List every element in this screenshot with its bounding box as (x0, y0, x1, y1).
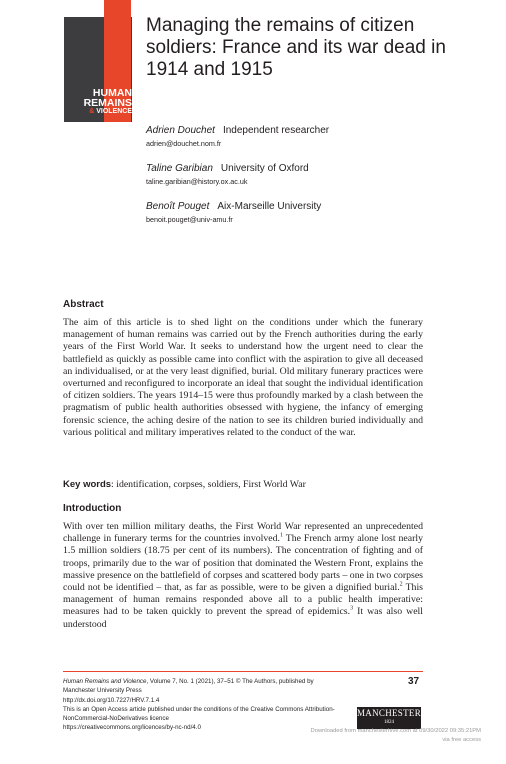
author-email[interactable]: adrien@douchet.nom.fr (146, 139, 222, 148)
footer-citation (63, 677, 343, 696)
download-line-1: Downloaded from manchesterhive.com at 09/30/2022 09:35:21PM (310, 728, 481, 734)
author-entry (146, 124, 466, 149)
logo-line-2: REMAINS (83, 97, 132, 109)
abstract-heading: Abstract (63, 299, 104, 310)
author-name: Taline Garibian (146, 163, 213, 174)
footer-license: This is an Open Access article published under the conditions of the Creative Commons Attribution-NonCommercial-NoDerivatives licence (63, 705, 335, 723)
author-affiliation: Independent researcher (222, 125, 330, 136)
author-email[interactable]: taline.garibian@history.ox.ac.uk (146, 177, 248, 186)
footer-rule (63, 671, 423, 672)
author-affiliation: University of Oxford (220, 163, 309, 174)
keywords-label: Key words (63, 479, 112, 490)
intro-part-3: This management of human remains responded above all to a public health imperative: measures had to be taken quickly to prevent the spread of epidemics. (63, 582, 423, 618)
logo-ampersand: & (89, 108, 95, 115)
author-list (146, 124, 466, 238)
publisher-logo-name: MANCHESTER (357, 708, 422, 718)
author-affiliation: Aix-Marseille University (217, 201, 322, 212)
page-footer (63, 677, 343, 733)
citation-text: , Volume 7, No. 1 (2021), 37–51 © The Authors, published by Manchester University Press (63, 678, 314, 695)
footnote-ref-3[interactable]: 3 (350, 606, 354, 613)
journal-logo-text (68, 88, 132, 116)
author-name: Adrien Douchet (146, 125, 215, 136)
logo-violence: VIOLENCE (94, 108, 132, 115)
intro-part-4: It was also well understood (63, 606, 423, 630)
author-email[interactable]: benoit.pouget@univ-amu.fr (146, 215, 233, 224)
page-number: 37 (408, 676, 420, 687)
logo-line-1: HUMAN (92, 87, 132, 99)
keywords-text: : identification, corpses, soldiers, First World War (111, 479, 306, 490)
logo-line-3 (68, 108, 132, 116)
author-entry (146, 162, 466, 187)
footer-license-url[interactable]: https://creativecommons.org/licences/by-nc-nd/4.0 (63, 724, 201, 732)
abstract-text: The aim of this article is to shed light on the conditions under which the funerary management of human remains was carried out by the French authorities during the early years of the First World War. It seeks to understand how the urgent need to clear the battlefield as quickly as possible came into conflict with the aspiration to give all deceased an individualised, or at the very least dignified, burial. Old military funerary practices were overturned and reconfigured to incorporate an ideal that sought the individual identification of citizen soldiers. The years 1914–15 were thus profoundly marked by a clash between the pragmatism of public health authorities obsessed with hygiene, the infancy of emerging forensic science, the aching desire of the nation to see its children buried individually and various political and military imperatives related to the conduct of the war. (63, 317, 423, 438)
intro-part-1: With over ten million military deaths, the First World War represented an unprecedented challenge in funerary terms for the countries involved. (63, 521, 423, 545)
footer-doi[interactable]: http://dx.doi.org/10.7227/HRV.7.1.4 (63, 696, 160, 704)
intro-part-2: The French army alone lost nearly 1.5 million soldiers (18.75 per cent of its numbers). The concentration of fighting and of troops, primarily due to the war of position that dominated the Western Front, explains the massive presence on the battlefield of corpses and scattered body parts – one in two corpses could not be identified – that, as far as possible, were to be given a dignified burial. (63, 533, 423, 594)
author-name: Benoît Pouget (146, 201, 210, 212)
keywords (63, 479, 423, 490)
footnote-ref-1[interactable]: 1 (279, 532, 283, 539)
download-line-2: via free access (442, 737, 481, 743)
download-watermark (276, 727, 481, 745)
introduction-text (63, 521, 423, 631)
publisher-logo-year: 1824 (384, 720, 394, 725)
author-entry (146, 200, 466, 225)
publisher-logo (357, 707, 421, 729)
footnote-ref-2[interactable]: 2 (399, 581, 403, 588)
article-title: Managing the remains of citizen soldiers: France and its war dead in 1914 and 1915 (146, 15, 446, 80)
journal-name: Human Remains and Violence (63, 678, 147, 685)
introduction-heading: Introduction (63, 503, 122, 514)
